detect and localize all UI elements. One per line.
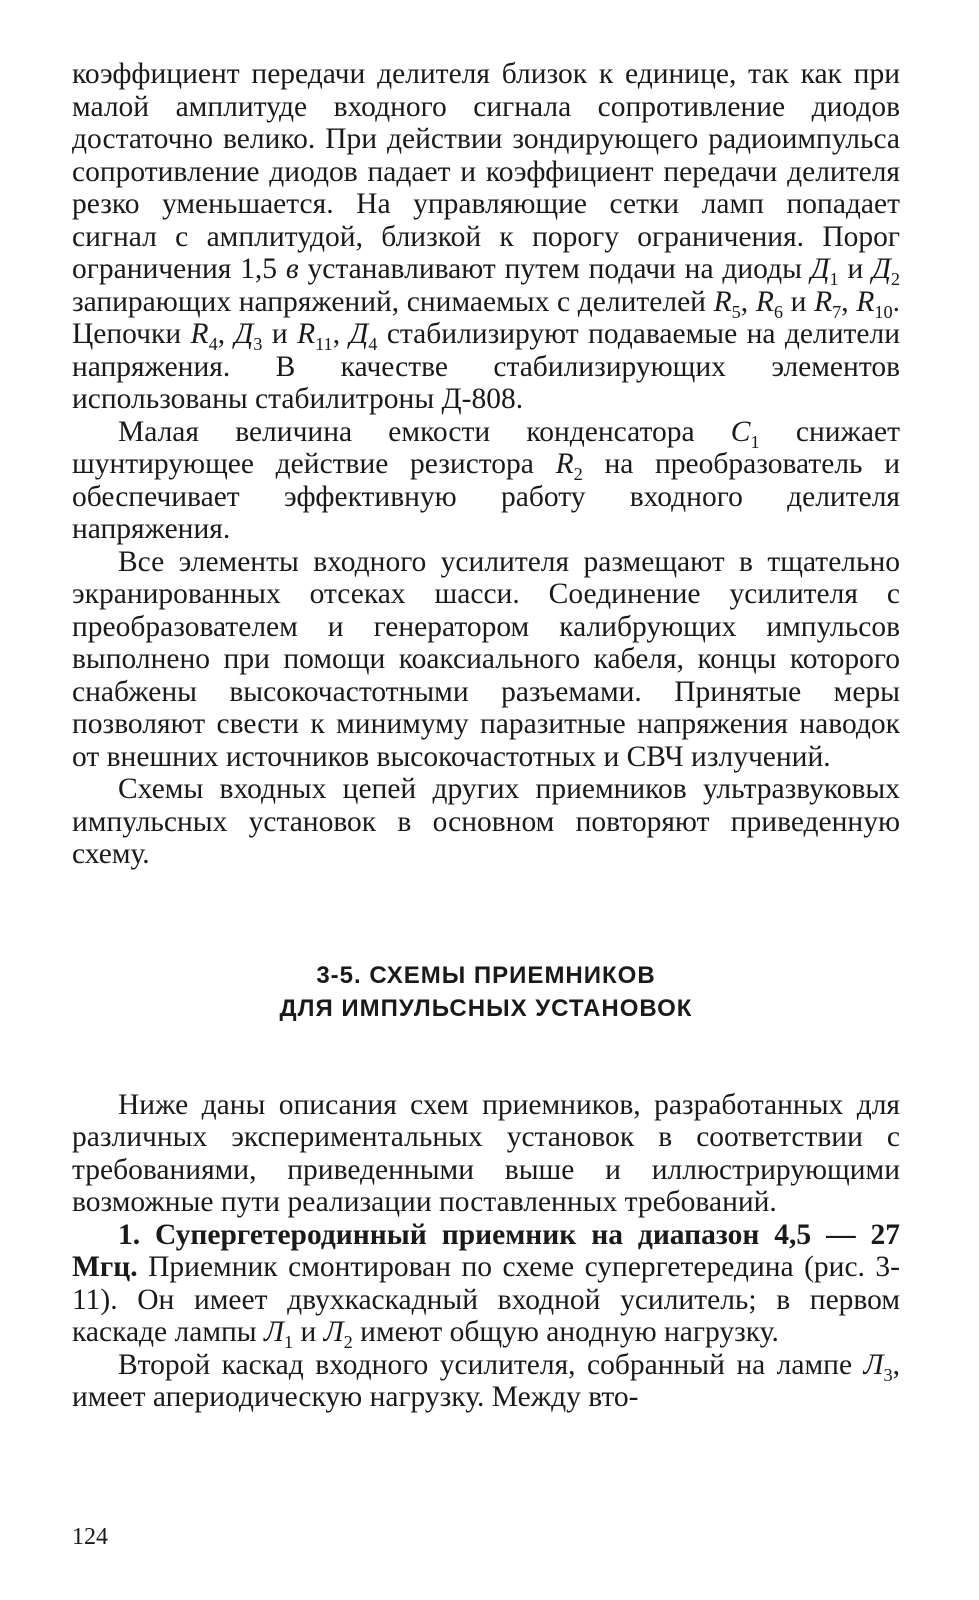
paragraph-4: Схемы входных цепей других приемников ультразвуковых импульсных установок в основном повторяют приведенную схему. [72, 773, 900, 870]
page-body [72, 58, 900, 1414]
paragraph-5: Ниже даны описания схем приемников, разработанных для различных экспериментальных установок в соответствии с требованиями, приведенными выше и иллюстрирующими возможные пути реализации поставленных требований. [72, 1088, 900, 1218]
paragraph-1: коэффициент передачи делителя близок к единице, так как при малой амплитуде входного сигнала сопротивление диодов достаточно велико. При действии зондирующего радиоимпульса сопротивление диодов падает и коэффициент передачи делителя резко уменьшается. На управляющие сетки ламп попадает сигнал с амплитудой, близкой к порогу ограничения. Порог ограничения 1,5 в устанавливают путем подачи на диоды $Д_1$ и $Д_2$ запирающих напряжений, снимаемых с делителей $R_5$, $R_6$ и $R_7$, $R_{10}$. Цепочки $R_4$, $Д_3$ и $R_{11}$, $Д_4$ стабилизируют подаваемые на делители напряжения. В качестве стабилизирующих элементов использованы стабилитроны Д-808. [72, 58, 901, 415]
paragraph-7: Второй каскад входного усилителя, собранный на лампе $Л_3$, имеет апериодическую нагрузку. Между вто- [72, 1348, 900, 1413]
item-heading: 1. Супергетеродинный приемник на диапазон 4,5 — 27 Мгц. [72, 1218, 900, 1283]
paragraph-2: Малая величина емкости конденсатора $C_1$ снижает шунтирующее действие резистора $R_2$ на преобразователь и обеспечивает эффективную работу входного делителя напряжения. [72, 415, 900, 545]
section-heading-line-2: ДЛЯ ИМПУЛЬСНЫХ УСТАНОВОК [279, 994, 693, 1022]
section-heading [72, 959, 900, 1025]
section-heading-line-1: 3-5. СХЕМЫ ПРИЕМНИКОВ [316, 961, 656, 989]
page-number: 124 [72, 1524, 108, 1550]
paragraph-3: Все элементы входного усилителя размещают в тщательно экранированных отсеках шасси. Соединение усилителя с преобразователем и генератором калибрующих импульсов выполнено при помощи коаксиального кабеля, концы которого снабжены высокочастотными разъемами. Принятые меры позволяют свести к минимуму паразитные напряжения наводок от внешних источников высокочастотных и СВЧ излучений. [72, 545, 900, 773]
paragraph-6: 1. Супергетеродинный приемник на диапазон 4,5 — 27 Мгц. Приемник смонтирован по схеме супергетередина (рис. 3-11). Он имеет двухкаскадный входной усилитель; в первом каскаде лампы $Л_1$ и $Л_2$ имеют общую анодную нагрузку. [72, 1218, 900, 1352]
